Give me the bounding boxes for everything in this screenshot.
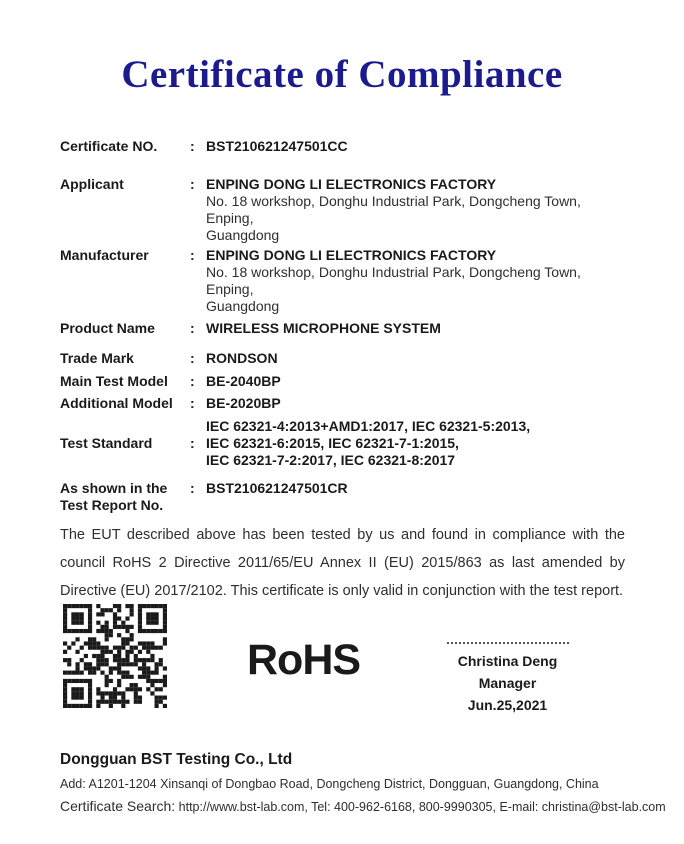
field-row-certificate-no [60, 138, 625, 155]
field-row-product-name [60, 320, 625, 337]
field-value: BE-2020BP [206, 395, 281, 411]
footer-search-line [60, 798, 666, 814]
field-colon: : [190, 480, 195, 496]
footer-company-name: Dongguan BST Testing Co., Ltd [60, 751, 293, 768]
field-row-test-report-no [60, 480, 625, 514]
field-value: No. 18 workshop, Donghu Industrial Park, Dongcheng Town, Enping, [206, 264, 581, 297]
field-row-main-test-model [60, 373, 625, 390]
rohs-logo: RoHS [247, 636, 361, 684]
field-value: Guangdong [206, 227, 280, 243]
qr-code [63, 604, 167, 708]
field-label: Product Name [60, 320, 155, 336]
field-label: Certificate NO. [60, 138, 158, 154]
field-row-manufacturer [60, 247, 625, 315]
field-colon: : [190, 138, 195, 154]
field-value: No. 18 workshop, Donghu Industrial Park, Dongcheng Town, Enping, [206, 193, 581, 226]
field-value: IEC 62321-4:2013+AMD1:2017, IEC 62321-5:2013, [206, 418, 531, 434]
field-colon: : [190, 176, 195, 192]
footer-search-prefix: Certificate Search: [60, 798, 176, 814]
field-label: As shown in the Test Report No. [60, 480, 168, 513]
field-value: WIRELESS MICROPHONE SYSTEM [206, 320, 441, 336]
field-value: ENPING DONG LI ELECTRONICS FACTORY [206, 176, 497, 192]
field-colon: : [190, 395, 195, 411]
field-label: Main Test Model [60, 373, 168, 389]
field-value: BST210621247501CC [206, 138, 348, 154]
footer-address: Add: A1201-1204 Xinsanqi of Dongbao Road, Dongcheng District, Dongguan, Guangdong, China [60, 777, 599, 791]
field-colon: : [190, 350, 195, 366]
field-label: Trade Mark [60, 350, 134, 366]
field-value: BE-2040BP [206, 373, 281, 389]
signer-name: Christina Deng [457, 653, 558, 669]
field-label: Manufacturer [60, 247, 149, 263]
signature-date: Jun.25,2021 [467, 697, 548, 713]
field-value: Guangdong [206, 298, 280, 314]
field-colon: : [190, 373, 195, 389]
qr-code-svg [63, 604, 167, 708]
compliance-statement: The EUT described above has been tested by us and found in compliance with the council RoHS 2 Directive 2011/65/EU Annex II (EU) 2015/863 as last amended by Directive (EU) 2017/2102. This certificate is only valid in conjunction with the test report. [60, 527, 625, 599]
field-label: Additional Model [60, 395, 173, 411]
field-value: ENPING DONG LI ELECTRONICS FACTORY [206, 247, 497, 263]
field-colon: : [190, 247, 195, 263]
field-value: RONDSON [206, 350, 278, 366]
field-row-test-standard [60, 418, 625, 469]
signer-role: Manager [478, 675, 537, 691]
field-value: IEC 62321-6:2015, IEC 62321-7-1:2015, [206, 435, 459, 451]
field-label: Applicant [60, 176, 124, 192]
field-value: BST210621247501CR [206, 480, 348, 496]
certificate-fields [60, 138, 625, 514]
field-value: IEC 62321-7-2:2017, IEC 62321-8:2017 [206, 452, 456, 468]
field-label: Test Standard [60, 435, 153, 451]
field-colon: : [190, 320, 195, 336]
signature-block [425, 634, 590, 716]
field-row-trade-mark [60, 350, 625, 367]
field-row-additional-model [60, 395, 625, 412]
field-row-applicant [60, 176, 625, 244]
field-colon: : [190, 435, 195, 451]
page-title: Certificate of Compliance [121, 53, 563, 96]
signature-dotted-line [447, 642, 569, 644]
footer-search-details: http://www.bst-lab.com, Tel: 400-962-6168, 800-9990305, E-mail: christina@bst-lab.com [175, 800, 666, 814]
